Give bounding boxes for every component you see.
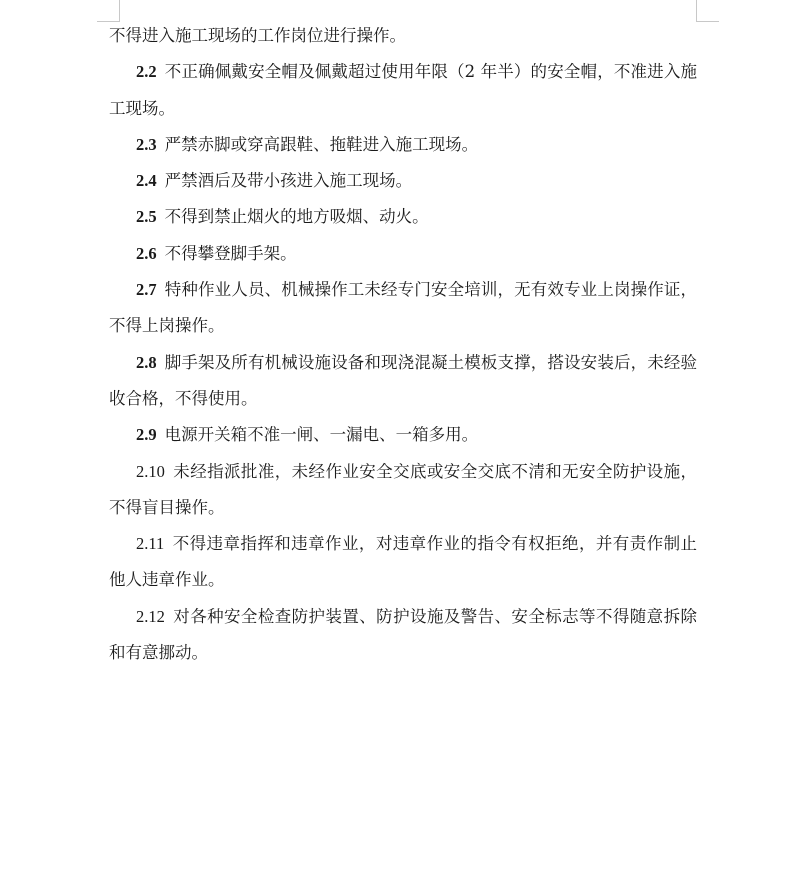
- paragraph-number: 2.9: [136, 425, 157, 445]
- crop-mark-right: [696, 0, 719, 22]
- paragraph-2-8: [109, 345, 697, 418]
- paragraph-number: 2.10: [136, 461, 165, 481]
- paragraph-2-9: [109, 417, 697, 453]
- paragraph-2-11: [109, 526, 697, 599]
- paragraph-number: 2.12: [136, 606, 165, 626]
- paragraph-number: 2.11: [136, 534, 165, 554]
- paragraph-number: 2.3: [136, 134, 157, 154]
- paragraph-number: 2.7: [136, 280, 157, 300]
- paragraph-2-3: [109, 127, 697, 163]
- paragraph-text: 严禁赤脚或穿高跟鞋、拖鞋进入施工现场。: [164, 134, 479, 154]
- paragraph-2-10: [109, 454, 697, 527]
- paragraph-number: 2.8: [136, 352, 157, 372]
- paragraph-text: 未经指派批准，未经作业安全交底或安全交底不清和无安全防护设施，不得盲目操作。: [109, 461, 697, 517]
- paragraph-2-12: [109, 599, 697, 672]
- paragraph-1: [109, 18, 697, 54]
- paragraph-text: 不得到禁止烟火的地方吸烟、动火。: [164, 207, 429, 227]
- paragraph-text: 电源开关箱不准一闸、一漏电、一箱多用。: [164, 425, 479, 445]
- paragraph-text: 对各种安全检查防护装置、防护设施及警告、安全标志等不得随意拆除和有意挪动。: [109, 606, 697, 663]
- paragraph-number: 2.5: [136, 207, 157, 227]
- paragraph-text: 脚手架及所有机械设施设备和现浇混凝土模板支撑，搭设安装后，未经验收合格，不得使用。: [109, 352, 697, 408]
- paragraph-text: 不得进入施工现场的工作岗位进行操作。: [109, 26, 406, 45]
- paragraph-2-5: [109, 199, 697, 235]
- paragraph-text: 不得违章指挥和违章作业，对违章作业的指令有权拒绝，并有责作制止他人违章作业。: [109, 534, 697, 590]
- paragraph-number: 2.2: [136, 62, 157, 82]
- paragraph-2-7: [109, 272, 697, 345]
- paragraph-2-6: [109, 236, 697, 272]
- paragraph-number: 2.6: [136, 243, 157, 263]
- paragraph-text: 严禁酒后及带小孩进入施工现场。: [164, 171, 413, 191]
- document-body: [109, 18, 697, 671]
- paragraph-number: 2.4: [136, 171, 157, 191]
- paragraph-text: 不得攀登脚手架。: [164, 243, 297, 263]
- paragraph-2-2: [109, 54, 697, 127]
- paragraph-text: 不正确佩戴安全帽及佩戴超过使用年限（2 年半）的安全帽，不准进入施工现场。: [109, 62, 697, 118]
- paragraph-2-4: [109, 163, 697, 199]
- paragraph-text: 特种作业人员、机械操作工未经专门安全培训，无有效专业上岗操作证，不得上岗操作。: [109, 280, 697, 336]
